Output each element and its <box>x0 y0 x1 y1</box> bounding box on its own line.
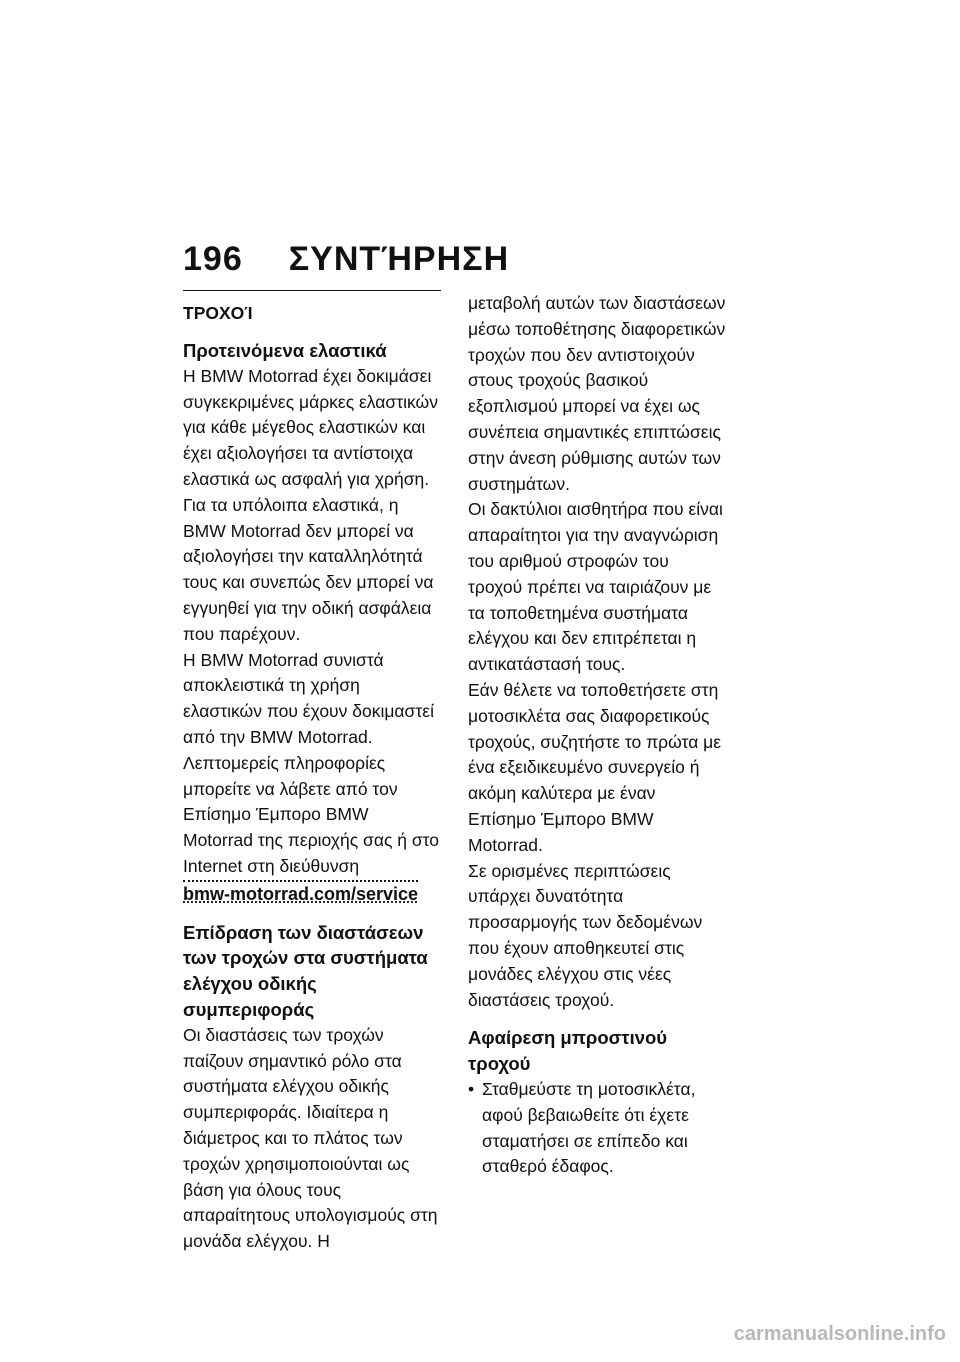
list-item-text: Σταθμεύστε τη μοτοσικλέτα, αφού βεβαιωθείτε ότι έχετε σταματήσει σε επίπεδο και σταθερό έδαφος. <box>482 1078 696 1177</box>
bullet-icon: • <box>468 1078 475 1099</box>
paragraph: Λεπτομερείς πληροφορίες μπορείτε να λάβετε από τον Επίσημο Έμπορο BMW Motorrad της περιοχής σας ή στο Internet στη διεύθυνση <box>183 752 440 876</box>
page-number: 196 <box>183 240 243 278</box>
section-title: ΤΡΟΧΟΊ <box>183 290 441 326</box>
paragraph: Η BMW Motorrad έχει δοκιμάσει συγκεκριμένες μάρκες ελαστικών για κάθε μέγεθος ελαστικών και έχει αξιολογήσει τα αντίστοιχα ελαστικά ως ασφαλή για χρήση. Για τα υπόλοιπα ελαστικά, η BMW Motorrad δεν μπορεί να αξιολογήσει την καταλληλότητά τους και συνεπώς δεν μπορεί να εγγυηθεί για την οδική ασφάλεια που παρέχουν. <box>183 365 438 644</box>
paragraph: μεταβολή αυτών των διαστάσεων μέσω τοποθέτησης διαφορετικών τροχών που δεν αντιστοιχούν στους τροχούς βασικού εξοπλισμού μπορεί να έχει ως συνέπεια σημαντικές επιπτώσεις στην άνεση ρύθμισης αυτών των συστημάτων. <box>468 293 726 494</box>
watermark: carmanualsonline.info <box>733 1323 946 1345</box>
paragraph: Εάν θέλετε να τοποθετήσετε στη μοτοσικλέτα σας διαφορετικούς τροχούς, συζητήστε το πρώτα με ένα εξειδικευμένο συνεργείο ή ακόμη καλύτερα με έναν Επίσημο Έμπορο BMW Motorrad. <box>468 679 722 855</box>
left-column <box>183 290 441 1255</box>
subhead-remove-front-wheel: Αφαίρεση μπροστινού τροχού <box>468 1027 668 1075</box>
paragraph: Σε ορισμένες περιπτώσεις υπάρχει δυνατότητα προσαρμογής των δεδομένων που έχουν αποθηκευτεί στις μονάδες ελέγχου στις νέες διαστάσεις τροχού. <box>468 860 703 1010</box>
service-link[interactable]: bmw-motorrad.com/service <box>183 880 418 905</box>
subhead-recommended-tyres: Προτεινόμενα ελαστικά <box>183 340 387 361</box>
paragraph: Οι δακτύλιοι αισθητήρα που είναι απαραίτητοι για την αναγνώριση του αριθμού στροφών του τροχού πρέπει να ταιριάζουν με τα τοποθετημένα συστήματα ελέγχου και δεν επιτρέπεται η αντικατάστασή τους. <box>468 499 723 675</box>
list-item <box>468 1077 726 1180</box>
paragraph: Οι διαστάσεις των τροχών παίζουν σημαντικό ρόλο στα συστήματα ελέγχου οδικής συμπεριφοράς. Ιδιαίτερα η διάμετρος και το πλάτος των τροχών χρησιμοποιούνται ως βάση για όλους τους απαραίτητους υπολογισμούς στη μονάδα ελέγχου. Η <box>183 1024 438 1252</box>
right-column <box>468 291 726 1180</box>
subhead-wheel-dimensions: Επίδραση των διαστάσεων των τροχών στα συστήματα ελέγχου οδικής συμπεριφοράς <box>183 921 428 1020</box>
page-header <box>183 240 509 279</box>
paragraph: Η BMW Motorrad συνιστά αποκλειστικά τη χρήση ελαστικών που έχουν δοκιμαστεί από την BMW Motorrad. <box>183 649 434 747</box>
instruction-list <box>468 1077 726 1180</box>
chapter-title: ΣΥΝΤΉΡΗΣΗ <box>288 240 510 278</box>
